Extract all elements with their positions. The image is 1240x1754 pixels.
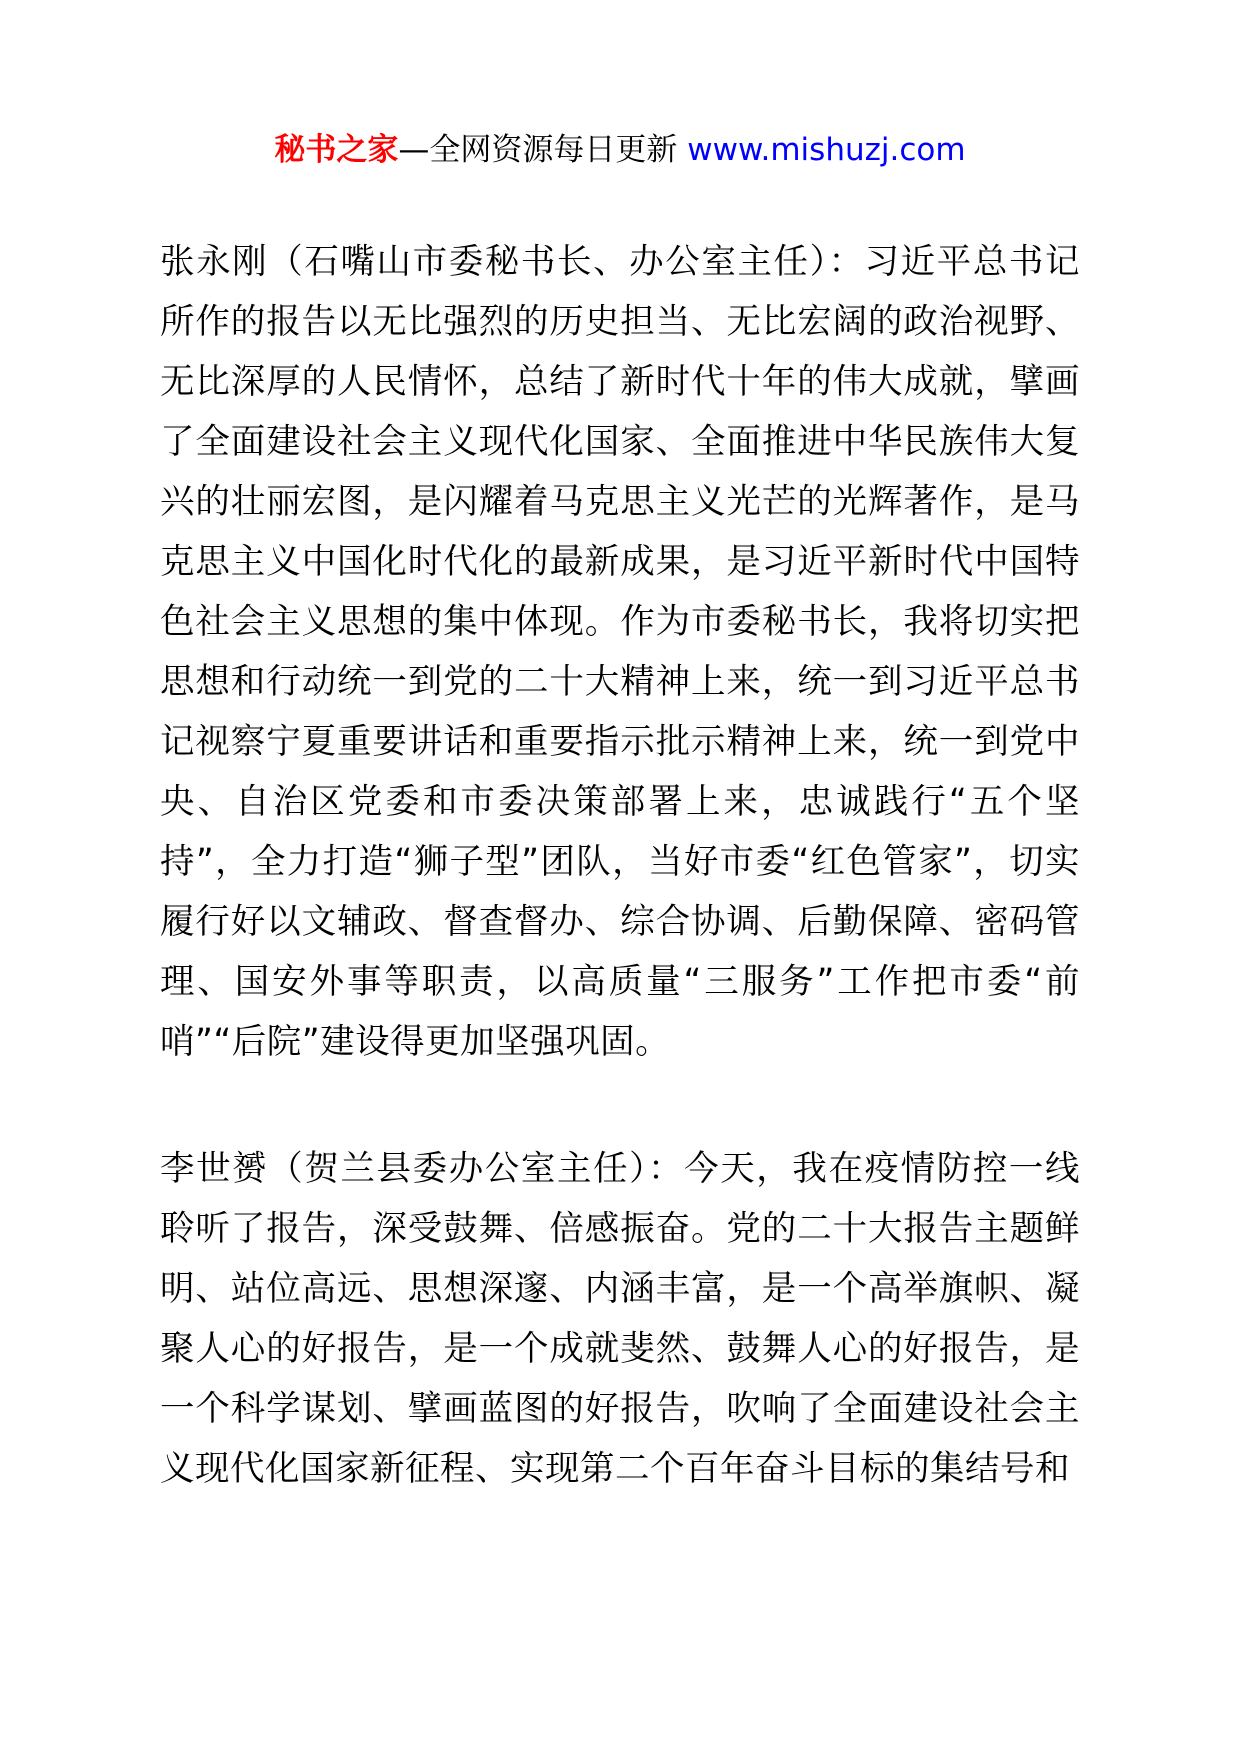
paragraph-li-shiyun: 李世赟（贺兰县委办公室主任）：今天，我在疫情防控一线聆听了报告，深受鼓舞、倍感振奋。党的二十大报告主题鲜明、站位高远、思想深邃、内涵丰富，是一个高举旗帜、凝聚人心的好报告，是一个成就斐然、鼓舞人心的好报告，是一个科学谋划、擘画蓝图的好报告，吹响了全面建设社会主义现代化国家新征程、实现第二个百年奋斗目标的集结号和 <box>160 1149 1080 1489</box>
header-tagline: —全网资源每日更新 <box>398 132 688 168</box>
site-url-link[interactable]: www.mishuzj.com <box>687 132 966 168</box>
document-body <box>160 232 1080 1499</box>
page-header <box>0 128 1240 172</box>
brand-name: 秘书之家 <box>274 132 399 168</box>
paragraph-zhang-yonggang: 张永刚（石嘴山市委秘书长、办公室主任）：习近平总书记所作的报告以无比强烈的历史担当、无比宏阔的政治视野、无比深厚的人民情怀，总结了新时代十年的伟大成就，擘画了全面建设社会主义现代化国家、全面推进中华民族伟大复兴的壮丽宏图，是闪耀着马克思主义光芒的光辉著作，是马克思主义中国化时代化的最新成果，是习近平新时代中国特色社会主义思想的集中体现。作为市委秘书长，我将切实把思想和行动统一到党的二十大精神上来，统一到习近平总书记视察宁夏重要讲话和重要指示批示精神上来，统一到党中央、自治区党委和市委决策部署上来，忠诚践行“五个坚持”，全力打造“狮子型”团队，当好市委“红色管家”，切实履行好以文辅政、督查督办、综合协调、后勤保障、密码管理、国安外事等职责，以高质量“三服务”工作把市委“前哨”“后院”建设得更加坚强巩固。 <box>160 242 1080 1062</box>
